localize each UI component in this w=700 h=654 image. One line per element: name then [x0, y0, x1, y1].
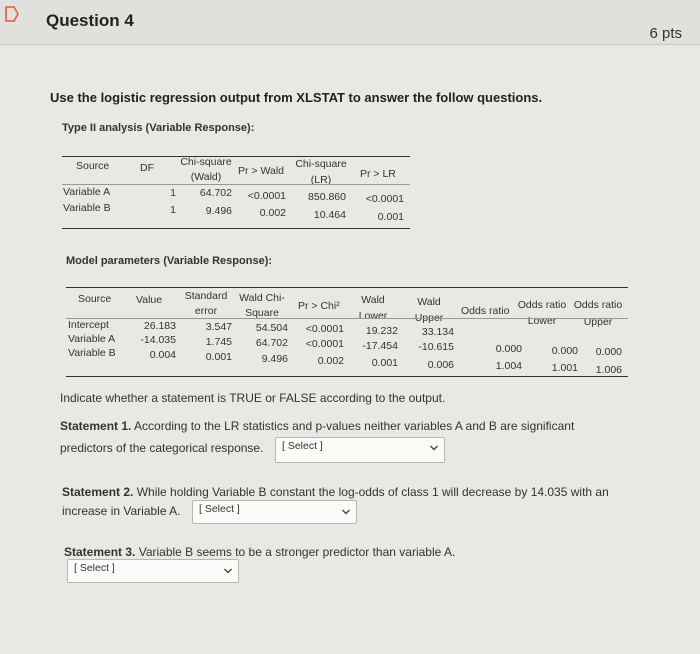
model-parameters-caption: Model parameters (Variable Response): — [66, 255, 273, 267]
t1-header-pr-lr: Pr > LR — [360, 168, 396, 180]
table1-header-rule — [62, 184, 410, 185]
t1-header-source: Source — [76, 160, 110, 172]
statement-2-line-2: increase in Variable A. — [62, 504, 181, 518]
t2-row-source: Intercept — [68, 319, 109, 331]
t1-row-chi-lr: 850.860 — [308, 191, 346, 203]
t1-header-pr-wald: Pr > Wald — [238, 165, 284, 177]
t2-row-wald: 54.504 — [255, 322, 288, 334]
statement-3-text — [64, 545, 455, 559]
t2-header-odds-ratio: Odds ratio — [461, 305, 510, 317]
t2-header-pr-chi: Pr > Chi² — [298, 300, 340, 312]
question-flag-icon[interactable] — [5, 6, 19, 22]
t2-header-se-sub: error — [194, 305, 218, 317]
statement-1-select[interactable] — [275, 437, 445, 463]
statement-1-line-2: predictors of the categorical response. — [60, 441, 264, 455]
statement-2-select[interactable] — [192, 500, 357, 524]
type2-table-caption: Type II analysis (Variable Response): — [62, 122, 255, 134]
t2-header-wald-sub: Square — [245, 307, 279, 319]
statement-1-line-1: According to the LR statistics and p-values neither variables A and B are significant — [134, 419, 575, 433]
question-points: 6 pts — [649, 25, 682, 42]
t2-row-source: Variable B — [68, 347, 116, 359]
t2-row-odds-ratio: 1.004 — [495, 360, 522, 372]
t2-row-odds-ratio: 0.000 — [495, 343, 522, 355]
t2-row-wald-upper: 0.006 — [427, 359, 454, 371]
statement-2-label: Statement 2. — [62, 485, 134, 499]
t2-header-wald-upper: Wald — [417, 296, 441, 308]
t2-row-or-lower: 1.001 — [551, 362, 578, 374]
t2-row-wald-lower: -17.454 — [362, 340, 398, 352]
table2-bottom-rule — [66, 376, 628, 377]
t2-header-or-lower-sub: Lower — [527, 315, 557, 327]
t2-row-pr: <0.0001 — [305, 338, 344, 350]
statement-2-line-1: While holding Variable B constant the log-odds of class 1 will decrease by 14.035 with an — [136, 485, 609, 499]
statement-1-label: Statement 1. — [60, 419, 132, 433]
table1-bottom-rule — [62, 228, 410, 229]
t2-header-or-upper: Odds ratio — [573, 299, 623, 311]
statement-3-select[interactable] — [67, 559, 239, 583]
t1-row-df: 1 — [170, 204, 176, 216]
t2-row-value: 26.183 — [143, 320, 176, 332]
question-header — [0, 0, 700, 45]
t1-header-df: DF — [140, 162, 154, 174]
t1-row-pr-lr: <0.0001 — [365, 193, 404, 205]
t2-row-se: 3.547 — [205, 321, 232, 333]
t2-header-wald-upper-sub: Upper — [414, 312, 444, 324]
t1-header-chi-lr-sub: (LR) — [310, 174, 332, 186]
t1-row-source: Variable B — [63, 202, 111, 214]
t1-row-df: 1 — [170, 187, 176, 199]
t2-row-pr: 0.002 — [317, 355, 344, 367]
t2-header-value: Value — [136, 294, 163, 306]
t2-row-value: -14.035 — [140, 334, 176, 346]
t1-row-source: Variable A — [63, 186, 111, 198]
t1-row-chi-wald: 9.496 — [205, 205, 232, 217]
question-intro: Use the logistic regression output from XLSTAT to answer the follow questions. — [50, 90, 543, 105]
t2-header-source: Source — [78, 293, 112, 305]
t2-row-source: Variable A — [68, 333, 116, 345]
t2-header-wald: Wald Chi- — [239, 292, 285, 304]
table2-top-rule — [66, 287, 628, 288]
statement-2-select-value: [ Select ] — [199, 503, 240, 515]
t2-row-or-upper: 0.000 — [595, 346, 622, 358]
t2-row-wald: 64.702 — [255, 337, 288, 349]
t1-row-pr-wald: <0.0001 — [247, 190, 286, 202]
t2-row-wald-lower: 0.001 — [371, 357, 398, 369]
table2-header-rule — [66, 318, 628, 319]
t2-header-or-lower: Odds ratio — [517, 299, 567, 311]
t1-row-pr-lr: 0.001 — [377, 211, 404, 223]
t2-header-or-upper-sub: Upper — [583, 316, 613, 328]
t2-row-wald-lower: 19.232 — [365, 325, 398, 337]
statement-1-select-value: [ Select ] — [282, 440, 323, 452]
t2-header-se: Standard — [184, 290, 228, 302]
t1-header-chi-wald-sub: (Wald) — [190, 171, 222, 183]
t2-header-wald-lower: Wald — [361, 294, 385, 306]
t1-row-pr-wald: 0.002 — [259, 207, 286, 219]
t1-row-chi-wald: 64.702 — [199, 187, 232, 199]
t2-row-or-lower: 0.000 — [551, 345, 578, 357]
t2-header-wald-lower-sub: Lower — [358, 310, 388, 322]
t2-row-wald: 9.496 — [261, 353, 288, 365]
question-title: Question 4 — [46, 11, 134, 30]
chevron-down-icon — [430, 445, 438, 451]
t2-row-wald-upper: 33.134 — [421, 326, 454, 338]
t2-row-or-upper: 1.006 — [595, 364, 622, 376]
t1-row-chi-lr: 10.464 — [313, 209, 346, 221]
chevron-down-icon — [224, 568, 232, 574]
t2-row-wald-upper: -10.615 — [418, 341, 454, 353]
t2-row-pr: <0.0001 — [305, 323, 344, 335]
statement-1-text — [60, 419, 574, 433]
statement-3-line-1: Variable B seems to be a stronger predictor than variable A. — [138, 545, 456, 559]
statement-3-select-value: [ Select ] — [74, 562, 115, 574]
chevron-down-icon — [342, 509, 350, 515]
instruction-text: Indicate whether a statement is TRUE or FALSE according to the output. — [60, 391, 446, 405]
statement-2-text — [62, 485, 609, 499]
t1-header-chi-wald: Chi-square — [180, 156, 232, 168]
t2-row-se: 0.001 — [205, 351, 232, 363]
t1-header-chi-lr: Chi-square — [295, 158, 347, 170]
t2-row-se: 1.745 — [205, 336, 232, 348]
t2-row-value: 0.004 — [149, 349, 176, 361]
statement-3-label: Statement 3. — [64, 545, 136, 559]
